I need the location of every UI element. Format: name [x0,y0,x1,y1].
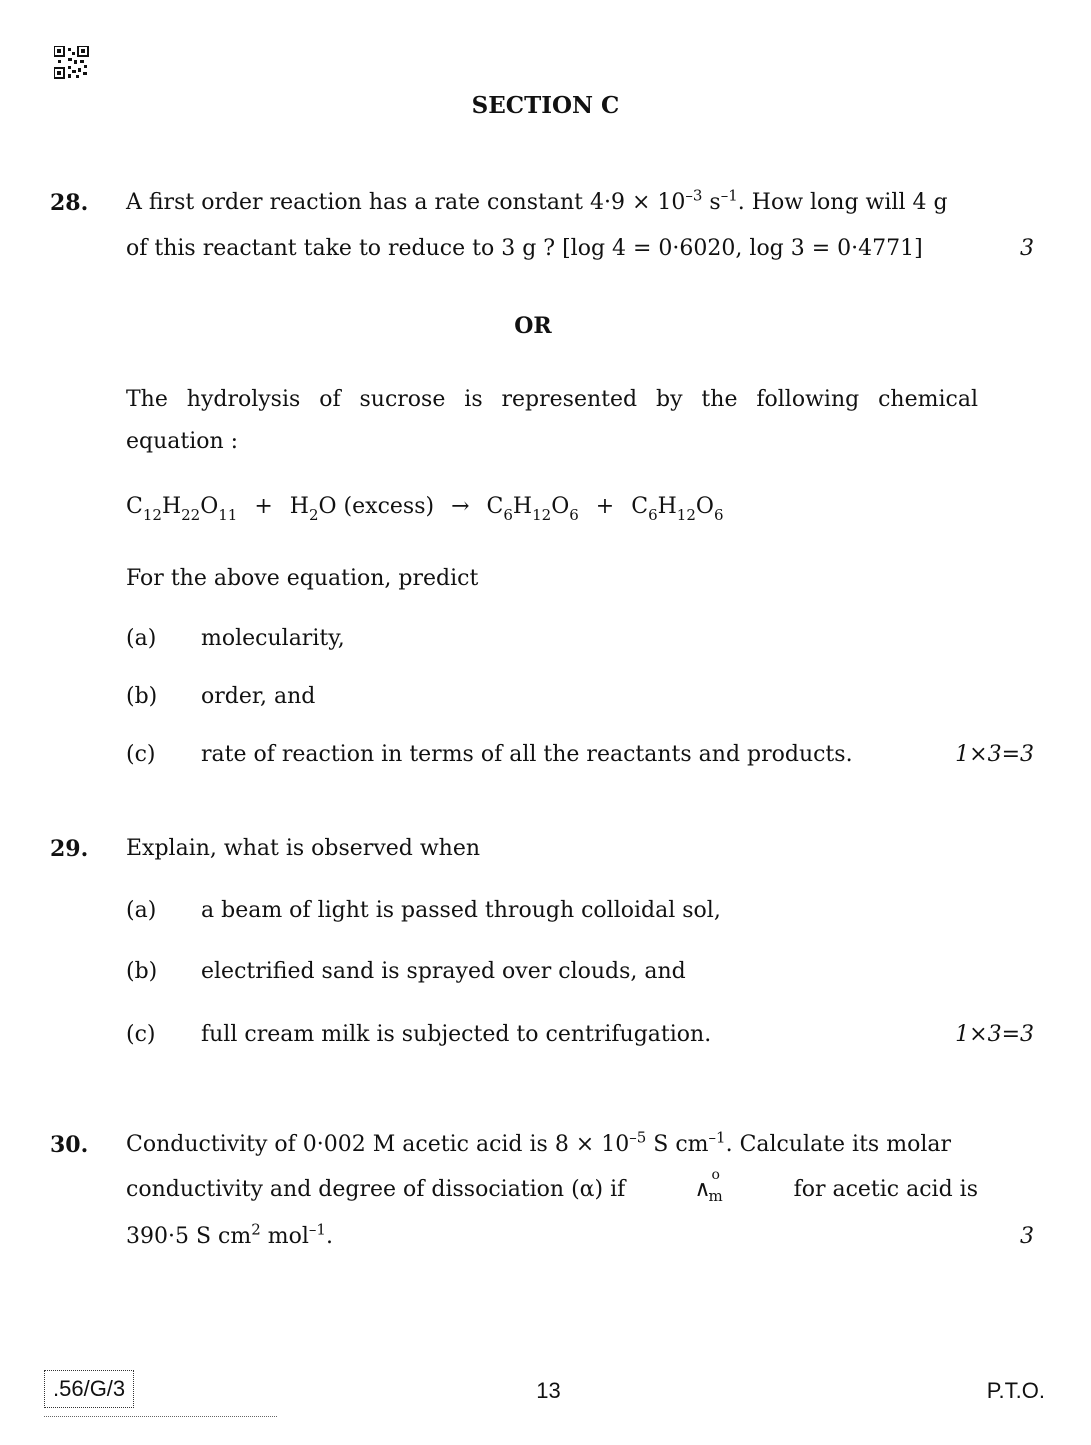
q30-line-1: Conductivity of 0·002 M acetic acid is $8 \times 10^{-5}$ S $cm^{-1}$. Calculate its molar [126,1128,951,1157]
paper-code-underline [44,1416,277,1419]
q29-stem: Explain, what is observed when [126,836,481,861]
pto-label: P.T.O. [986,1378,1045,1403]
q29-part-a-label: (a) [126,898,157,923]
q28-part-b-text: order, and [201,684,316,709]
q28-alt-marks: 1×3=3 [955,742,1034,767]
molar-conductivity-symbol: ∧ o m [694,1167,723,1205]
q29-part-a-text: a beam of light is passed through colloidal sol, [201,898,721,923]
q28-predict: For the above equation, predict [126,566,479,591]
q30-marks: 3 [1020,1224,1034,1249]
chemical-equation: $C_{12}H_{22}O_{11} + H_2O$ (excess) → $C_6H_{12}O_6 + C_6H_{12}O_6$ [126,494,724,524]
q28-part-a-label: (a) [126,626,157,651]
page-number: 13 [536,1378,561,1403]
qr-code-icon [54,46,90,80]
q29-part-c-label: (c) [126,1022,156,1047]
q28-alt-line-1: The hydrolysis of sucrose is represented by the following chemical [126,387,978,412]
q28-part-c-label: (c) [126,742,156,767]
or-label: OR [514,313,552,339]
paper-code: .56/G/3 [44,1370,134,1408]
question-number-30: 30. [50,1132,89,1158]
q29-part-b-text: electrified sand is sprayed over clouds, and [201,959,686,984]
q28-part-a-text: molecularity, [201,626,345,651]
q28-alt-line-2: equation : [126,429,239,454]
q28-part-c-text: rate of reaction in terms of all the reactants and products. [201,742,853,767]
q29-part-c-text: full cream milk is subjected to centrifugation. [201,1022,712,1047]
q30-line-2: conductivity and degree of dissociation (α) if ∧ o m for acetic acid is [126,1167,978,1205]
q28-part-b-label: (b) [126,684,158,709]
q29-part-b-label: (b) [126,959,158,984]
question-number-29: 29. [50,836,89,862]
q28-line-2: of this reactant take to reduce to 3 g ? [log 4 = 0·6020, log 3 = 0·4771] [126,236,923,261]
q30-line-3: 390·5 S $cm^2$ mol$^{-1}$. [126,1220,333,1249]
q28-marks: 3 [1020,236,1034,261]
q29-marks: 1×3=3 [955,1022,1034,1047]
section-title: SECTION C [471,92,620,119]
q28-line-1: A first order reaction has a rate constant $4\cdot 9 \times 10^{-3}$ $s^{-1}$. How long will 4 g [126,186,948,215]
question-number-28: 28. [50,190,89,216]
